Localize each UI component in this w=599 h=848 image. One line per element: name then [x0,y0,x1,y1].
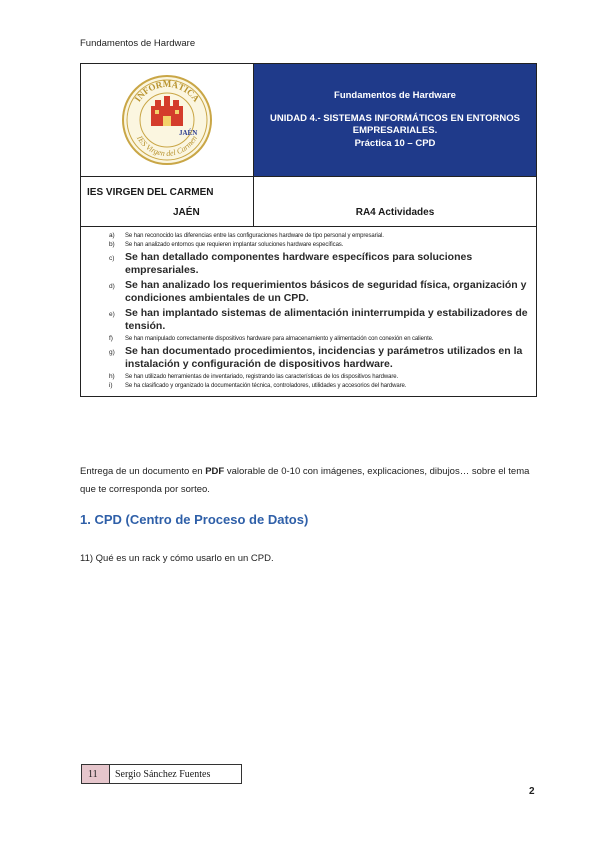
school-city: JAÉN [173,207,200,218]
criterion-item [109,307,530,333]
logo-top-text: INFORMÁTICA [132,79,202,104]
school-logo-cell [81,64,254,177]
logo-city-text: JAÉN [179,129,198,137]
student-number: 11 [82,765,110,783]
intro-paragraph [80,463,540,499]
activity-table [80,63,537,397]
criterion-text: Se han manipulado correctamente dispositivos hardware para almacenamiento y alimentación con conexión en caliente. [125,336,434,342]
page-number: 2 [529,786,535,797]
criterion-letter: i) [109,382,113,389]
intro-text: Entrega de un documento en [80,466,206,477]
ra-cell [254,177,536,227]
criterion-item [109,279,530,305]
unit-title: UNIDAD 4.- SISTEMAS INFORMÁTICOS EN ENTORNOS EMPRESARIALES. [269,112,520,136]
intro-text-end: valorable de 0-10 con imágenes, explicaciones, dibujos… sobre el tema que te corresponda por sorteo. [80,466,530,495]
course-title: Fundamentos de Hardware [334,90,456,101]
ra-label: RA4 Actividades [355,207,435,218]
criterion-text: Se ha clasificado y organizado la documentación técnica, controladores, utilidades y accesorios del hardware. [125,383,407,389]
criterion-text: Se han analizado los requerimientos básicos de seguridad física, organización y condiciones ambientales de un CPD. [125,279,527,304]
criterion-text: Se han documentado procedimientos, incidencias y parámetros utilizados en la instalación y configuración de dispositivos hardware. [125,345,523,370]
criterion-text: Se han analizado entornos que requieren implantar soluciones hardware específicas. [125,242,344,248]
castle-icon [151,96,183,126]
criterion-text: Se han detallado componentes hardware específicos para soluciones empresariales. [125,251,473,276]
criterion-letter: c) [109,255,115,262]
question-text: 11) Qué es un rack y cómo usarlo en un CPD. [80,553,274,564]
student-table [81,764,242,784]
criterion-item [109,251,530,277]
criterion-item [109,335,530,343]
criterion-letter: h) [109,373,115,380]
logo-bottom-text: IES Virgen del Carmen [135,134,199,159]
criterion-letter: d) [109,283,115,290]
criterion-item [109,382,530,390]
criterion-text: Se han implantado sistemas de alimentación ininterrumpida y estabilizadores de tensión. [125,307,528,332]
criterion-letter: g) [109,349,115,356]
criterion-item [109,241,530,249]
criterion-item [109,232,530,240]
school-cell [81,177,254,227]
title-cell [254,64,536,177]
criterion-letter: a) [109,232,115,239]
criteria-list [81,227,536,396]
criterion-text: Se han reconocido las diferencias entre las configuraciones hardware de tipo personal y empresarial. [125,233,384,239]
section-heading: 1. CPD (Centro de Proceso de Datos) [80,512,309,527]
intro-bold-text: PDF [205,466,225,477]
student-name: Sergio Sánchez Fuentes [115,768,211,780]
criterion-letter: e) [109,311,115,318]
criterion-text: Se han utilizado herramientas de inventariado, registrando las características de los dispositivos hardware. [125,374,399,380]
running-header: Fundamentos de Hardware [80,38,196,49]
criterion-item [109,345,530,371]
school-logo [121,74,213,166]
criterion-item [109,373,530,381]
school-name: IES VIRGEN DEL CARMEN [87,187,214,198]
criterion-letter: b) [109,241,115,248]
criterion-letter: f) [109,335,113,342]
practice-title: Práctica 10 – CPD [354,137,436,149]
